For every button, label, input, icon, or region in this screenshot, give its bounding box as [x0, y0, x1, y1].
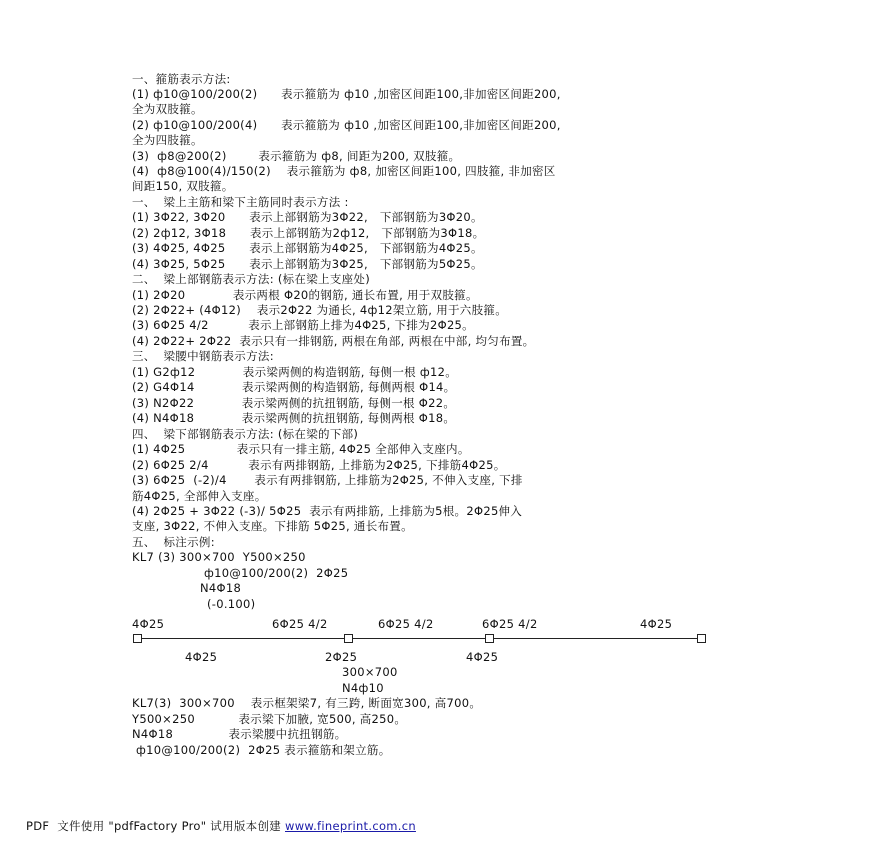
text-line: (1) G2ф12 表示梁两侧的构造钢筋, 每侧一根 ф12。 — [132, 365, 458, 379]
text-line: (2) 2Φ22+ (4Φ12) 表示2Φ22 为通长, 4ф12架立筋, 用于六肢箍。 — [132, 303, 507, 317]
note-line: KL7(3) 300×700 表示框架梁7, 有三跨, 断面宽300, 高700。 — [132, 696, 482, 710]
heading-bottom-rebar: 四、 梁下部钢筋表示方法: (标在梁的下部) — [132, 427, 359, 441]
section-torsion: N4ф10 — [342, 681, 384, 695]
footer-link[interactable]: www.fineprint.com.cn — [285, 819, 416, 833]
section-size: 300×700 — [342, 665, 398, 679]
top-label: 4Φ25 — [132, 617, 165, 631]
heading-main-rebar: 一、 梁上主筋和梁下主筋同时表示方法 : — [132, 195, 349, 209]
text-line: (2) 6Φ25 2/4 表示有两排钢筋, 上排筋为2Φ25, 下排筋4Φ25。 — [132, 458, 506, 472]
example-elevation: (-0.100) — [207, 597, 256, 611]
text-line: (2) ф10@100/200(4) 表示箍筋为 ф10 ,加密区间距100,非加密区间距200, — [132, 118, 561, 132]
text-line: (3) N2Φ22 表示梁两侧的抗扭钢筋, 每侧一根 Φ22。 — [132, 396, 456, 410]
note-line: ф10@100/200(2) 2Φ25 表示箍筋和架立筋。 — [136, 743, 391, 757]
support-node — [485, 634, 494, 643]
text-line: (3) 6Φ25 (-2)/4 表示有两排钢筋, 上排筋为2Φ25, 不伸入支座, 下排 — [132, 473, 523, 487]
heading-top-rebar: 二、 梁上部钢筋表示方法: (标在梁上支座处) — [132, 272, 371, 286]
top-label: 4Φ25 — [640, 617, 673, 631]
top-label: 6Φ25 4/2 — [482, 617, 538, 631]
text-line: (3) ф8@200(2) 表示箍筋为 ф8, 间距为200, 双肢箍。 — [132, 149, 461, 163]
example-stirrup: ф10@100/200(2) 2Φ25 — [204, 566, 349, 580]
example-beam-code: KL7 (3) 300×700 Y500×250 — [132, 550, 306, 564]
text-line: (2) G4Φ14 表示梁两侧的构造钢筋, 每侧两根 Φ14。 — [132, 380, 456, 394]
text-line: (1) 4Φ25 表示只有一排主筋, 4Φ25 全部伸入支座内。 — [132, 442, 470, 456]
heading-example: 五、 标注示例: — [132, 535, 215, 549]
support-node — [697, 634, 706, 643]
support-node — [344, 634, 353, 643]
bottom-label: 4Φ25 — [466, 650, 499, 664]
text-line: (3) 6Φ25 4/2 表示上部钢筋上排为4Φ25, 下排为2Φ25。 — [132, 318, 474, 332]
footer-text: PDF 文件使用 "pdfFactory Pro" 试用版本创建 — [26, 819, 286, 833]
text-line: (1) 2Φ20 表示两根 Φ20的钢筋, 通长布置, 用于双肢箍。 — [132, 288, 478, 302]
text-line: 筋4Φ25, 全部伸入支座。 — [132, 489, 267, 503]
text-line: 全为四肢箍。 — [132, 133, 203, 147]
heading-stirrup: 一、箍筋表示方法: — [132, 72, 231, 86]
text-line: (4) N4Φ18 表示梁两侧的抗扭钢筋, 每侧两根 Φ18。 — [132, 411, 456, 425]
bottom-label: 2Φ25 — [325, 650, 358, 664]
text-line: 支座, 3Φ22, 不伸入支座。下排筋 5Φ25, 通长布置。 — [132, 519, 413, 533]
beam-span-line — [142, 638, 702, 639]
text-line: (1) ф10@100/200(2) 表示箍筋为 ф10 ,加密区间距100,非加密区间距200, — [132, 87, 561, 101]
support-node — [133, 634, 142, 643]
text-line: (4) 2Φ22+ 2Φ22 表示只有一排钢筋, 两根在角部, 两根在中部, 均匀布置。 — [132, 334, 535, 348]
note-line: Y500×250 表示梁下加腋, 宽500, 高250。 — [132, 712, 407, 726]
text-line: (4) ф8@100(4)/150(2) 表示箍筋为 ф8, 加密区间距100, 四肢箍, 非加密区 — [132, 164, 556, 178]
example-torsion: N4Φ18 — [200, 581, 242, 595]
pdf-footer — [26, 818, 416, 834]
text-line: 间距150, 双肢箍。 — [132, 179, 234, 193]
bottom-label: 4Φ25 — [185, 650, 218, 664]
text-line: (1) 3Φ22, 3Φ20 表示上部钢筋为3Φ22, 下部钢筋为3Φ20。 — [132, 210, 483, 224]
top-label: 6Φ25 4/2 — [272, 617, 328, 631]
text-line: (3) 4Φ25, 4Φ25 表示上部钢筋为4Φ25, 下部钢筋为4Φ25。 — [132, 241, 483, 255]
text-line: (2) 2ф12, 3Φ18 表示上部钢筋为2ф12, 下部钢筋为3Φ18。 — [132, 226, 485, 240]
text-line: (4) 2Φ25 + 3Φ22 (-3)/ 5Φ25 表示有两排筋, 上排筋为5根。2Φ25伸入 — [132, 504, 523, 518]
note-line: N4Φ18 表示梁腰中抗扭钢筋。 — [132, 727, 347, 741]
text-line: (4) 3Φ25, 5Φ25 表示上部钢筋为3Φ25, 下部钢筋为5Φ25。 — [132, 257, 483, 271]
text-line: 全为双肢箍。 — [132, 102, 203, 116]
heading-waist-rebar: 三、 梁腰中钢筋表示方法: — [132, 349, 274, 363]
top-label: 6Φ25 4/2 — [378, 617, 434, 631]
